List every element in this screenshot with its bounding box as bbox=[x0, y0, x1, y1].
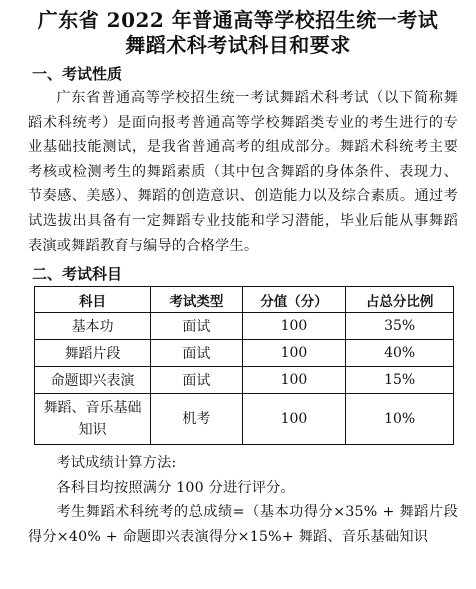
cell-subject: 命题即兴表演 bbox=[35, 367, 151, 394]
cell-subject: 基本功 bbox=[35, 313, 151, 340]
cell-subject: 舞蹈片段 bbox=[35, 340, 151, 367]
calc-formula-text: 考生舞蹈术科统考的总成绩=（基本功得分×35% + 舞蹈片段得分×40% + 命题即兴表演得分×15%+ 舞蹈、音乐基础知识 bbox=[28, 503, 458, 545]
cell-ratio: 35% bbox=[346, 313, 454, 340]
table-row bbox=[35, 367, 454, 394]
table-row bbox=[35, 313, 454, 340]
calc-method-heading: 考试成绩计算方法: bbox=[56, 455, 177, 472]
section-heading-exam-nature: 一、考试性质 bbox=[32, 65, 123, 83]
cell-ratio: 15% bbox=[346, 367, 454, 394]
document-title bbox=[14, 8, 462, 58]
cell-score: 100 bbox=[242, 340, 346, 367]
cell-exam-type: 机考 bbox=[151, 394, 243, 445]
exam-nature-paragraph: 广东省普通高等学校招生统一考试舞蹈术科考试（以下简称舞蹈术科统考）是面向报考普通高等学校舞蹈类专业的考生进行的专业基础技能测试，是我省普通高考的组成部分。舞蹈术科统考主要考核或检测考生的舞蹈素质（其中包含舞蹈的身体条件、表现力、节奏感、美感）、舞蹈的创造意识、创造能力以及综合素质。通过考试选拔出具备有一定舞蹈专业技能和学习潜能，毕业后能从事舞蹈表演或舞蹈教育与编导的合格学生。 bbox=[28, 90, 458, 254]
cell-score: 100 bbox=[242, 367, 346, 394]
cell-subject-line-2: 知识 bbox=[78, 422, 107, 439]
table-row bbox=[35, 394, 454, 445]
header-ratio: 占总分比例 bbox=[346, 287, 454, 313]
title-line-1: 广东省 2022 年普通高等学校招生统一考试 bbox=[37, 8, 439, 32]
subjects-table bbox=[34, 286, 454, 445]
header-score: 分值（分） bbox=[242, 287, 346, 313]
table-header-row bbox=[35, 287, 454, 313]
header-subject: 科目 bbox=[35, 287, 151, 313]
cell-score: 100 bbox=[242, 313, 346, 340]
section-heading-exam-subjects: 二、考试科目 bbox=[32, 265, 123, 284]
cell-subject bbox=[35, 394, 151, 445]
table-row bbox=[35, 340, 454, 367]
header-exam-type: 考试类型 bbox=[151, 287, 243, 313]
cell-exam-type: 面试 bbox=[151, 340, 243, 367]
cell-exam-type: 面试 bbox=[151, 367, 243, 394]
cell-subject-line-1: 舞蹈、音乐基础 bbox=[43, 400, 142, 417]
cell-ratio: 10% bbox=[346, 394, 454, 445]
cell-score: 100 bbox=[242, 394, 346, 445]
cell-ratio: 40% bbox=[346, 340, 454, 367]
calc-rule-text: 各科目均按照满分 100 分进行评分。 bbox=[56, 479, 295, 496]
title-line-2: 舞蹈术科考试科目和要求 bbox=[125, 33, 351, 57]
cell-exam-type: 面试 bbox=[151, 313, 243, 340]
